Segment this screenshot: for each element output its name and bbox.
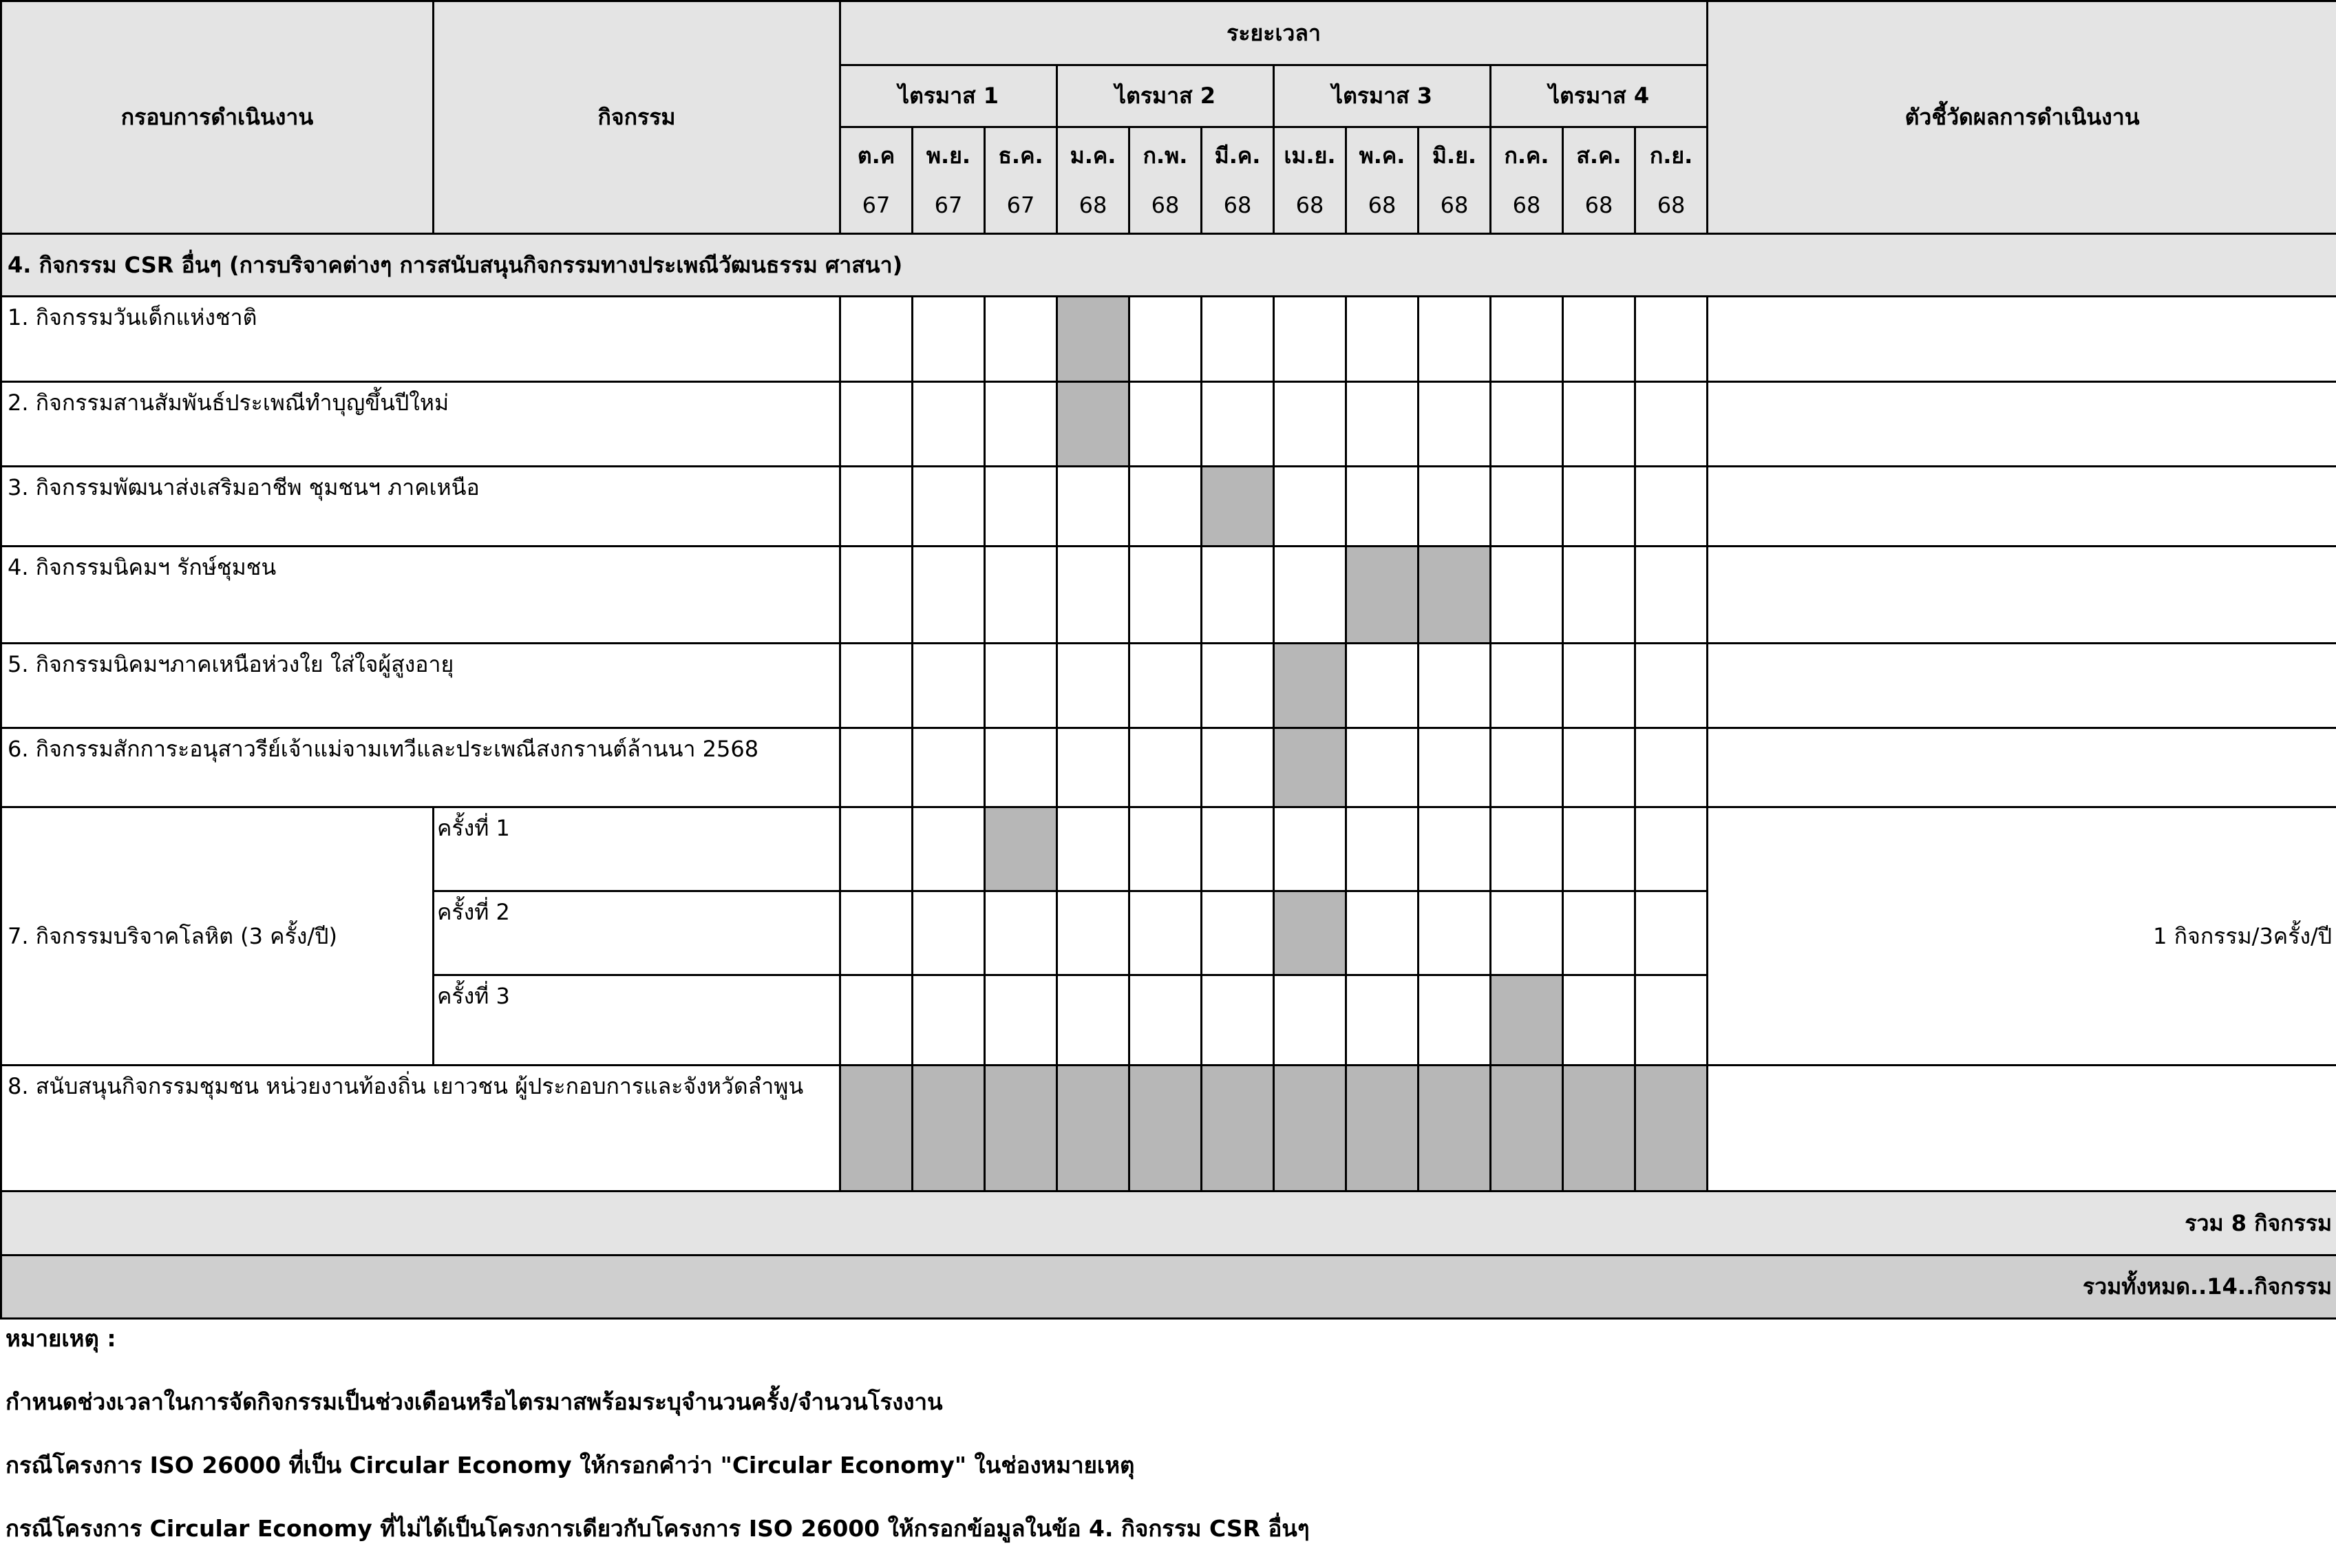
month-name: เม.ย. xyxy=(1275,131,1345,180)
month-header xyxy=(913,127,985,234)
table-row xyxy=(1,644,2336,728)
schedule-cell xyxy=(1274,467,1346,547)
notes-heading: หมายเหตุ : xyxy=(6,1315,2325,1378)
activity-label: 2. กิจกรรมสานสัมพันธ์ประเพณีทำบุญขึ้นปีใหม่ xyxy=(1,382,840,467)
quarter-2-header: ไตรมาส 2 xyxy=(1057,65,1274,127)
schedule-cell xyxy=(985,728,1057,807)
month-year: 68 xyxy=(1347,180,1417,230)
schedule-cell xyxy=(1202,382,1274,467)
schedule-cell xyxy=(1129,297,1202,382)
section-total: รวม 8 กิจกรรม xyxy=(1,1191,2336,1256)
schedule-cell xyxy=(1057,891,1129,975)
schedule-cell-active xyxy=(840,1066,913,1191)
schedule-cell xyxy=(1346,644,1419,728)
month-year: 68 xyxy=(1636,180,1706,230)
month-year: 67 xyxy=(841,180,911,230)
schedule-cell-active xyxy=(1491,1066,1563,1191)
schedule-cell xyxy=(1202,975,1274,1066)
schedule-cell xyxy=(913,297,985,382)
indicator-cell xyxy=(1708,467,2336,547)
month-year: 67 xyxy=(913,180,984,230)
schedule-cell xyxy=(1346,975,1419,1066)
indicator-cell: 1 กิจกรรม/3ครั้ง/ปี xyxy=(1708,807,2336,1066)
schedule-cell xyxy=(985,547,1057,644)
activity-label: 3. กิจกรรมพัฒนาส่งเสริมอาชีพ ชุมชนฯ ภาคเหนือ xyxy=(1,467,840,547)
month-year: 68 xyxy=(1275,180,1345,230)
schedule-cell-active xyxy=(1057,297,1129,382)
schedule-cell xyxy=(1129,467,1202,547)
activity-label: 7. กิจกรรมบริจาคโลหิต (3 ครั้ง/ปี) xyxy=(1,807,434,1066)
schedule-cell xyxy=(840,644,913,728)
schedule-cell xyxy=(1491,547,1563,644)
schedule-cell xyxy=(840,382,913,467)
schedule-cell xyxy=(985,382,1057,467)
schedule-cell xyxy=(1202,547,1274,644)
schedule-cell xyxy=(913,975,985,1066)
month-name: ธ.ค. xyxy=(986,131,1056,180)
month-header xyxy=(1346,127,1419,234)
schedule-cell xyxy=(1491,382,1563,467)
schedule-cell-active xyxy=(1419,1066,1491,1191)
activity-label: 6. กิจกรรมสักการะอนุสาวรีย์เจ้าแม่จามเทวีและประเพณีสงกรานต์ล้านนา 2568 xyxy=(1,728,840,807)
month-name: ก.ค. xyxy=(1491,131,1562,180)
schedule-cell xyxy=(1057,807,1129,891)
schedule-cell xyxy=(1346,382,1419,467)
schedule-cell xyxy=(1635,547,1708,644)
month-header xyxy=(1129,127,1202,234)
schedule-cell xyxy=(913,382,985,467)
sub-activity-label: ครั้งที่ 2 xyxy=(434,891,840,975)
month-name: ต.ค xyxy=(841,131,911,180)
activity-label: 5. กิจกรรมนิคมฯภาคเหนือห่วงใย ใส่ใจผู้สูงอายุ xyxy=(1,644,840,728)
schedule-cell xyxy=(1346,891,1419,975)
schedule-cell-active xyxy=(985,1066,1057,1191)
schedule-cell-active xyxy=(1057,1066,1129,1191)
schedule-cell xyxy=(985,891,1057,975)
schedule-cell xyxy=(1491,728,1563,807)
schedule-cell xyxy=(1202,891,1274,975)
month-name: พ.ย. xyxy=(913,131,984,180)
indicator-cell xyxy=(1708,728,2336,807)
month-header xyxy=(1419,127,1491,234)
schedule-cell xyxy=(1274,975,1346,1066)
month-name: ม.ค. xyxy=(1058,131,1128,180)
schedule-cell xyxy=(1129,807,1202,891)
schedule-cell xyxy=(1129,975,1202,1066)
month-year: 68 xyxy=(1491,180,1562,230)
schedule-cell xyxy=(1419,807,1491,891)
quarter-3-header: ไตรมาส 3 xyxy=(1274,65,1491,127)
schedule-cell xyxy=(1635,644,1708,728)
schedule-cell xyxy=(1274,382,1346,467)
month-year: 68 xyxy=(1419,180,1489,230)
quarter-4-header: ไตรมาส 4 xyxy=(1491,65,1708,127)
schedule-cell-active xyxy=(1274,644,1346,728)
schedule-cell-active xyxy=(1491,975,1563,1066)
month-header xyxy=(1202,127,1274,234)
note-line: กรณีโครงการ ISO 26000 ที่เป็น Circular Economy ให้กรอกคำว่า "Circular Economy" ในช่องหมายเหตุ xyxy=(6,1441,2325,1505)
schedule-cell xyxy=(1419,297,1491,382)
schedule-cell xyxy=(1346,807,1419,891)
schedule-cell xyxy=(840,728,913,807)
schedule-cell xyxy=(840,891,913,975)
month-header xyxy=(1057,127,1129,234)
schedule-cell-active xyxy=(1129,1066,1202,1191)
month-year: 68 xyxy=(1058,180,1128,230)
schedule-cell xyxy=(1635,891,1708,975)
schedule-cell xyxy=(1129,644,1202,728)
month-header xyxy=(985,127,1057,234)
month-header xyxy=(840,127,913,234)
table-row xyxy=(1,728,2336,807)
schedule-cell xyxy=(913,467,985,547)
schedule-cell xyxy=(985,297,1057,382)
schedule-cell xyxy=(1202,297,1274,382)
schedule-cell-active xyxy=(1419,547,1491,644)
schedule-cell xyxy=(1419,975,1491,1066)
schedule-cell-active xyxy=(1635,1066,1708,1191)
schedule-cell xyxy=(1563,382,1635,467)
schedule-cell xyxy=(1419,891,1491,975)
activity-label: 1. กิจกรรมวันเด็กแห่งชาติ xyxy=(1,297,840,382)
month-name: ก.ย. xyxy=(1636,131,1706,180)
schedule-cell xyxy=(985,975,1057,1066)
schedule-cell xyxy=(1563,547,1635,644)
schedule-cell xyxy=(1635,467,1708,547)
activity-header: กิจกรรม xyxy=(434,1,840,234)
month-header xyxy=(1563,127,1635,234)
section-title: 4. กิจกรรม CSR อื่นๆ (การบริจาคต่างๆ การสนับสนุนกิจกรรมทางประเพณีวัฒนธรรม ศาสนา) xyxy=(1,234,2336,297)
schedule-cell xyxy=(1346,467,1419,547)
schedule-cell xyxy=(1274,807,1346,891)
schedule-cell-active xyxy=(1274,1066,1346,1191)
table-row xyxy=(1,547,2336,644)
schedule-cell xyxy=(1057,467,1129,547)
schedule-cell xyxy=(1563,891,1635,975)
schedule-cell xyxy=(1563,975,1635,1066)
schedule-cell xyxy=(1346,297,1419,382)
schedule-cell xyxy=(1419,728,1491,807)
schedule-cell xyxy=(1563,728,1635,807)
schedule-cell xyxy=(913,644,985,728)
schedule-cell xyxy=(913,547,985,644)
schedule-cell xyxy=(1635,382,1708,467)
schedule-cell xyxy=(913,807,985,891)
schedule-cell xyxy=(1635,807,1708,891)
schedule-cell xyxy=(1274,297,1346,382)
schedule-cell xyxy=(1419,467,1491,547)
month-name: มิ.ย. xyxy=(1419,131,1489,180)
month-name: ก.พ. xyxy=(1130,131,1200,180)
schedule-cell xyxy=(1563,297,1635,382)
indicator-header: ตัวชี้วัดผลการดำเนินงาน xyxy=(1708,1,2336,234)
schedule-cell-active xyxy=(1202,467,1274,547)
note-line: กำหนดช่วงเวลาในการจัดกิจกรรมเป็นช่วงเดือนหรือไตรมาสพร้อมระบุจำนวนครั้ง/จำนวนโรงงาน xyxy=(6,1378,2325,1441)
schedule-cell xyxy=(1491,644,1563,728)
activity-label: 8. สนับสนุนกิจกรรมชุมชน หน่วยงานท้องถิ่น เยาวชน ผู้ประกอบการและจังหวัดลำพูน xyxy=(1,1066,840,1191)
activity-label: 4. กิจกรรมนิคมฯ รักษ์ชุมชน xyxy=(1,547,840,644)
schedule-cell xyxy=(913,728,985,807)
schedule-cell xyxy=(1563,644,1635,728)
schedule-cell xyxy=(1491,807,1563,891)
schedule-cell-active xyxy=(1057,382,1129,467)
schedule-cell-active xyxy=(1563,1066,1635,1191)
schedule-cell xyxy=(840,467,913,547)
schedule-cell xyxy=(1202,807,1274,891)
schedule-cell xyxy=(1346,728,1419,807)
schedule-cell xyxy=(1202,644,1274,728)
notes-section xyxy=(6,1315,2325,1568)
indicator-cell xyxy=(1708,382,2336,467)
schedule-cell-active xyxy=(1346,547,1419,644)
indicator-cell xyxy=(1708,1066,2336,1191)
schedule-cell xyxy=(1129,547,1202,644)
schedule-cell xyxy=(1419,382,1491,467)
schedule-cell xyxy=(1057,644,1129,728)
table-row xyxy=(1,1066,2336,1191)
period-header: ระยะเวลา xyxy=(840,1,1708,65)
table-row xyxy=(1,467,2336,547)
month-year: 67 xyxy=(986,180,1056,230)
schedule-cell xyxy=(1129,382,1202,467)
month-name: พ.ค. xyxy=(1347,131,1417,180)
month-year: 68 xyxy=(1564,180,1634,230)
schedule-cell-active xyxy=(1274,728,1346,807)
schedule-cell-active xyxy=(1202,1066,1274,1191)
overall-total: รวมทั้งหมด..14..กิจกรรม xyxy=(1,1256,2336,1319)
month-year: 68 xyxy=(1130,180,1200,230)
schedule-cell xyxy=(840,807,913,891)
schedule-cell xyxy=(1635,728,1708,807)
table-row xyxy=(1,382,2336,467)
schedule-cell xyxy=(1057,728,1129,807)
sub-activity-label: ครั้งที่ 1 xyxy=(434,807,840,891)
month-header xyxy=(1491,127,1563,234)
schedule-cell xyxy=(1563,807,1635,891)
schedule-cell xyxy=(1202,728,1274,807)
schedule-cell-active xyxy=(1274,891,1346,975)
schedule-cell xyxy=(840,975,913,1066)
indicator-cell xyxy=(1708,297,2336,382)
indicator-cell xyxy=(1708,644,2336,728)
schedule-cell xyxy=(1419,644,1491,728)
schedule-cell xyxy=(1635,297,1708,382)
schedule-cell xyxy=(1563,467,1635,547)
schedule-cell xyxy=(985,644,1057,728)
schedule-cell-active xyxy=(913,1066,985,1191)
schedule-cell xyxy=(1129,891,1202,975)
indicator-cell xyxy=(1708,547,2336,644)
schedule-cell xyxy=(1491,891,1563,975)
month-year: 68 xyxy=(1202,180,1273,230)
schedule-cell-active xyxy=(985,807,1057,891)
table-row xyxy=(1,807,2336,891)
note-line: กรณีโครงการ Circular Economy ที่ไม่ได้เป็นโครงการเดียวกับโครงการ ISO 26000 ให้กรอกข้อมูลในข้อ 4. กิจกรรม CSR อื่นๆ xyxy=(6,1505,2325,1568)
schedule-cell xyxy=(1635,975,1708,1066)
schedule-cell xyxy=(1057,547,1129,644)
schedule-cell xyxy=(1274,547,1346,644)
schedule-cell xyxy=(1491,297,1563,382)
schedule-cell xyxy=(840,297,913,382)
sub-activity-label: ครั้งที่ 3 xyxy=(434,975,840,1066)
framework-header: กรอบการดำเนินงาน xyxy=(1,1,434,234)
month-header xyxy=(1274,127,1346,234)
table-row xyxy=(1,297,2336,382)
schedule-cell xyxy=(913,891,985,975)
month-header xyxy=(1635,127,1708,234)
schedule-cell-active xyxy=(1346,1066,1419,1191)
month-name: มี.ค. xyxy=(1202,131,1273,180)
month-name: ส.ค. xyxy=(1564,131,1634,180)
schedule-cell xyxy=(1057,975,1129,1066)
schedule-cell xyxy=(1129,728,1202,807)
schedule-cell xyxy=(1491,467,1563,547)
quarter-1-header: ไตรมาส 1 xyxy=(840,65,1057,127)
schedule-cell xyxy=(840,547,913,644)
schedule-cell xyxy=(985,467,1057,547)
